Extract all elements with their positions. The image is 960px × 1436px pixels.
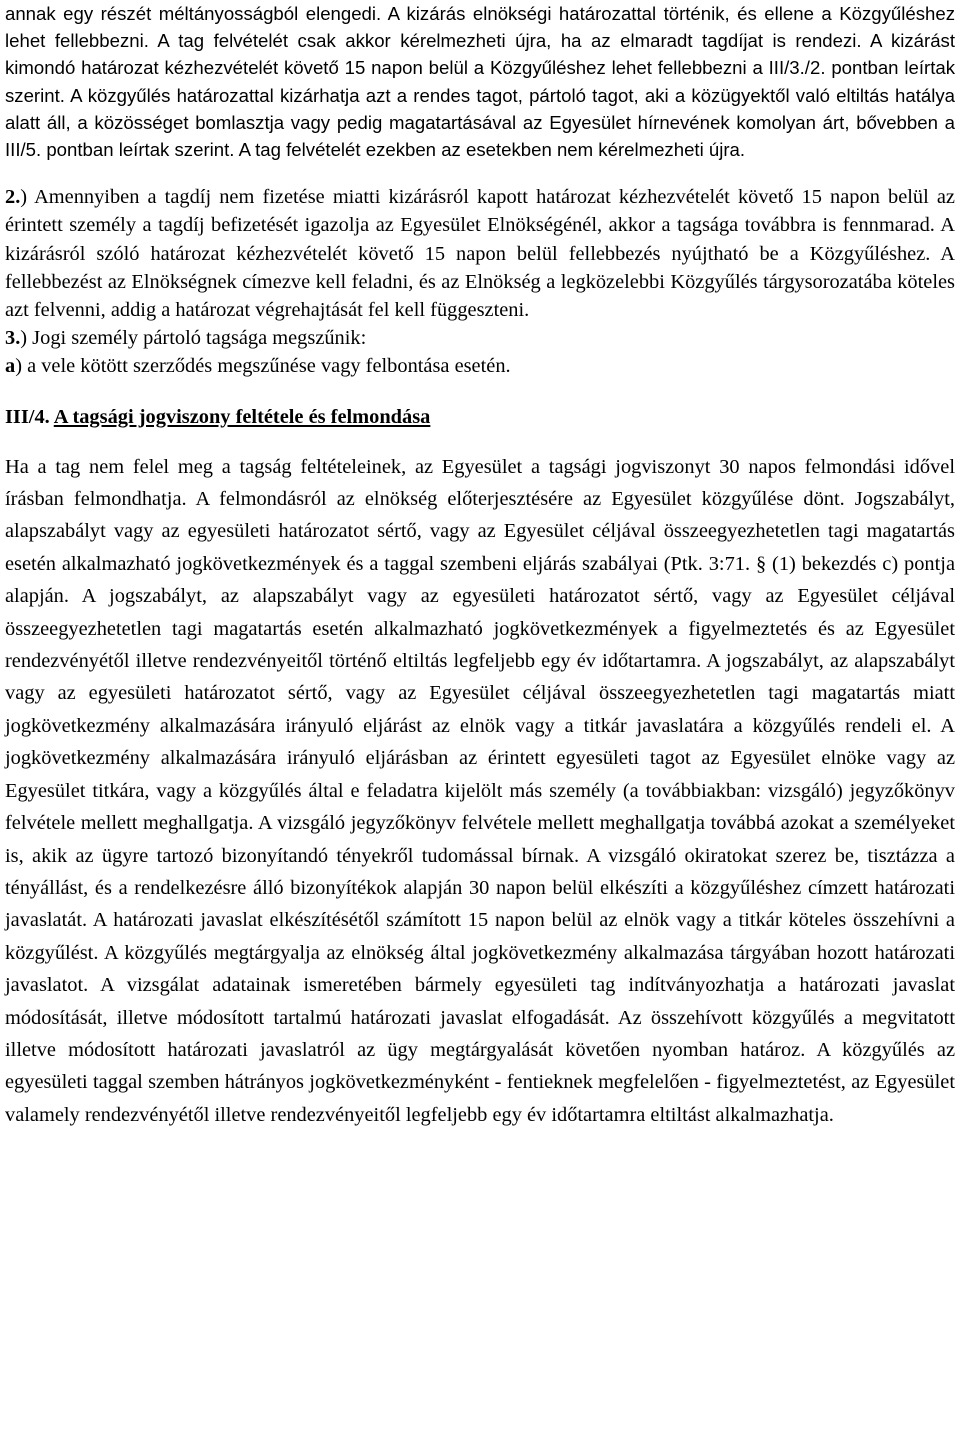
section-heading bbox=[5, 403, 955, 431]
paragraph-3a-letter: a bbox=[5, 355, 16, 378]
paragraph-2-number: 2. bbox=[5, 186, 21, 209]
paragraph-2 bbox=[5, 183, 955, 324]
paragraph-termination: Ha a tag nem felel meg a tagság feltételeinek, az Egyesület a tagsági jogviszonyt 30 napos felmondási idővel írásban felmondhatja. A felmondásról az elnökség előterjesztésére az Egyesület közgyűlése dönt. Jogszabályt, alapszabályt vagy az egyesületi határozatot sértő, vagy az Egyesület céljával összeegyezhetetlen tagi magatartás esetén alkalmazható jogkövetkezmények és a taggal szembeni eljárás szabályai (Ptk. 3:71. § (1) bekezdés c) pontja alapján. A jogszabályt, az alapszabályt vagy az egyesületi határozatot sértő, vagy az Egyesület céljával összeegyezhetetlen tagi magatartás esetén alkalmazható jogkövetkezmények a figyelmeztetés és az Egyesület rendezvényétől illetve rendezvényeitől történő eltiltás legfeljebb egy év időtartamra. A jogszabályt, az alapszabályt vagy az egyesületi határozatot sértő, vagy az Egyesület céljával összeegyezhetetlen tagi magatartás miatt jogkövetkezmény alkalmazására irányuló eljárást az elnök vagy a titkár javaslatára a közgyűlés rendeli el. A jogkövetkezmény alkalmazására irányuló eljárásban az érintett egyesületi tagot az Egyesület elnöke vagy az Egyesület titkára, vagy a közgyűlés által e feladatra kijelölt más személy (a továbbiakban: vizsgáló) jegyzőkönyv felvétele mellett meghallgatja. A vizsgáló jegyzőkönyv felvétele mellett meghallgatja továbbá azokat a személyeket is, akik az ügyre tartozó bizonyítandó tényekről tudomással bírnak. A vizsgáló okiratokat szerez be, tisztázza a tényállást, és a rendelkezésre álló bizonyítékok alapján 30 napon belül elkészíti a közgyűléshez címzett határozati javaslatát. A határozati javaslat elkészítésétől számított 15 napon belül az elnök vagy a titkár köteles összehívni a közgyűlést. A közgyűlés megtárgyalja az elnökség által jogkövetkezmény alkalmazása tárgyában hozott határozati javaslatot. A vizsgálat adatainak ismeretében bármely egyesületi tag indítványozhatja a határozati javaslat módosítását, illetve módosított tartalmú határozati javaslat elfogadását. Az összehívott közgyűlés a megvitatott illetve módosított határozati javaslatról az ügy megtárgyalását követően nyomban határoz. A közgyűlés az egyesületi taggal szemben hátrányos jogkövetkezményként - fentieknek megfelelően - figyelmeztetést, az Egyesület valamely rendezvényétől illetve rendezvényeitől legfeljebb egy év időtartamra eltiltást alkalmazhatja. bbox=[5, 455, 955, 1126]
section-title: A tagsági jogviszony feltétele és felmondása bbox=[53, 405, 431, 428]
paragraph-3 bbox=[5, 324, 955, 352]
paragraph-2-text: ) Amennyiben a tagdíj nem fizetése miatti kizárásról kapott határozat kézhezvételét követő 15 napon belül az érintett személy a tagdíj befizetését igazolja az Egyesület Elnökségénél, akkor a tagsága továbbra is fennmarad. A kizárásról szóló határozat kézhezvételét követő 15 napon belül fellebbezés nyújtható be a Közgyűléshez. A fellebbezést az Elnökségnek címezve kell feladni, és az Elnökség a legközelebbi Közgyűlés tárgysorozatába köteles azt felvenni, addig a határozat végrehajtását fel kell függeszteni. bbox=[5, 186, 955, 322]
paragraph-3-number: 3. bbox=[5, 327, 21, 350]
section-number: III/4. bbox=[5, 405, 50, 428]
paragraph-3a bbox=[5, 352, 955, 380]
paragraph-3-text: ) Jogi személy pártoló tagsága megszűnik: bbox=[20, 327, 367, 350]
paragraph-3a-text: ) a vele kötött szerződés megszűnése vagy felbontása esetén. bbox=[15, 355, 511, 378]
document-page bbox=[5, 0, 955, 1436]
paragraph-membership-exclusion: annak egy részét méltányosságból elengedi. A kizárás elnökségi határozattal történik, és ellene a Közgyűléshez lehet fellebbezni. A tag felvételét csak akkor kérelmezheti újra, ha az elmaradt tagdíjat is rendezi. A kizárást kimondó határozat kézhezvételét követő 15 napon belül a Közgyűléshez lehet fellebbezni a III/3./2. pontban leírtak szerint. A közgyűlés határozattal kizárhatja azt a rendes tagot, pártoló tagot, aki a közügyektől való eltiltás hatálya alatt áll, a közösséget bomlasztja vagy pedig magatartásával az Egyesület hírnevének komolyan árt, bővebben a III/5. pontban leírtak szerint. A tag felvételét ezekben az esetekben nem kérelmezheti újra. bbox=[5, 3, 955, 161]
